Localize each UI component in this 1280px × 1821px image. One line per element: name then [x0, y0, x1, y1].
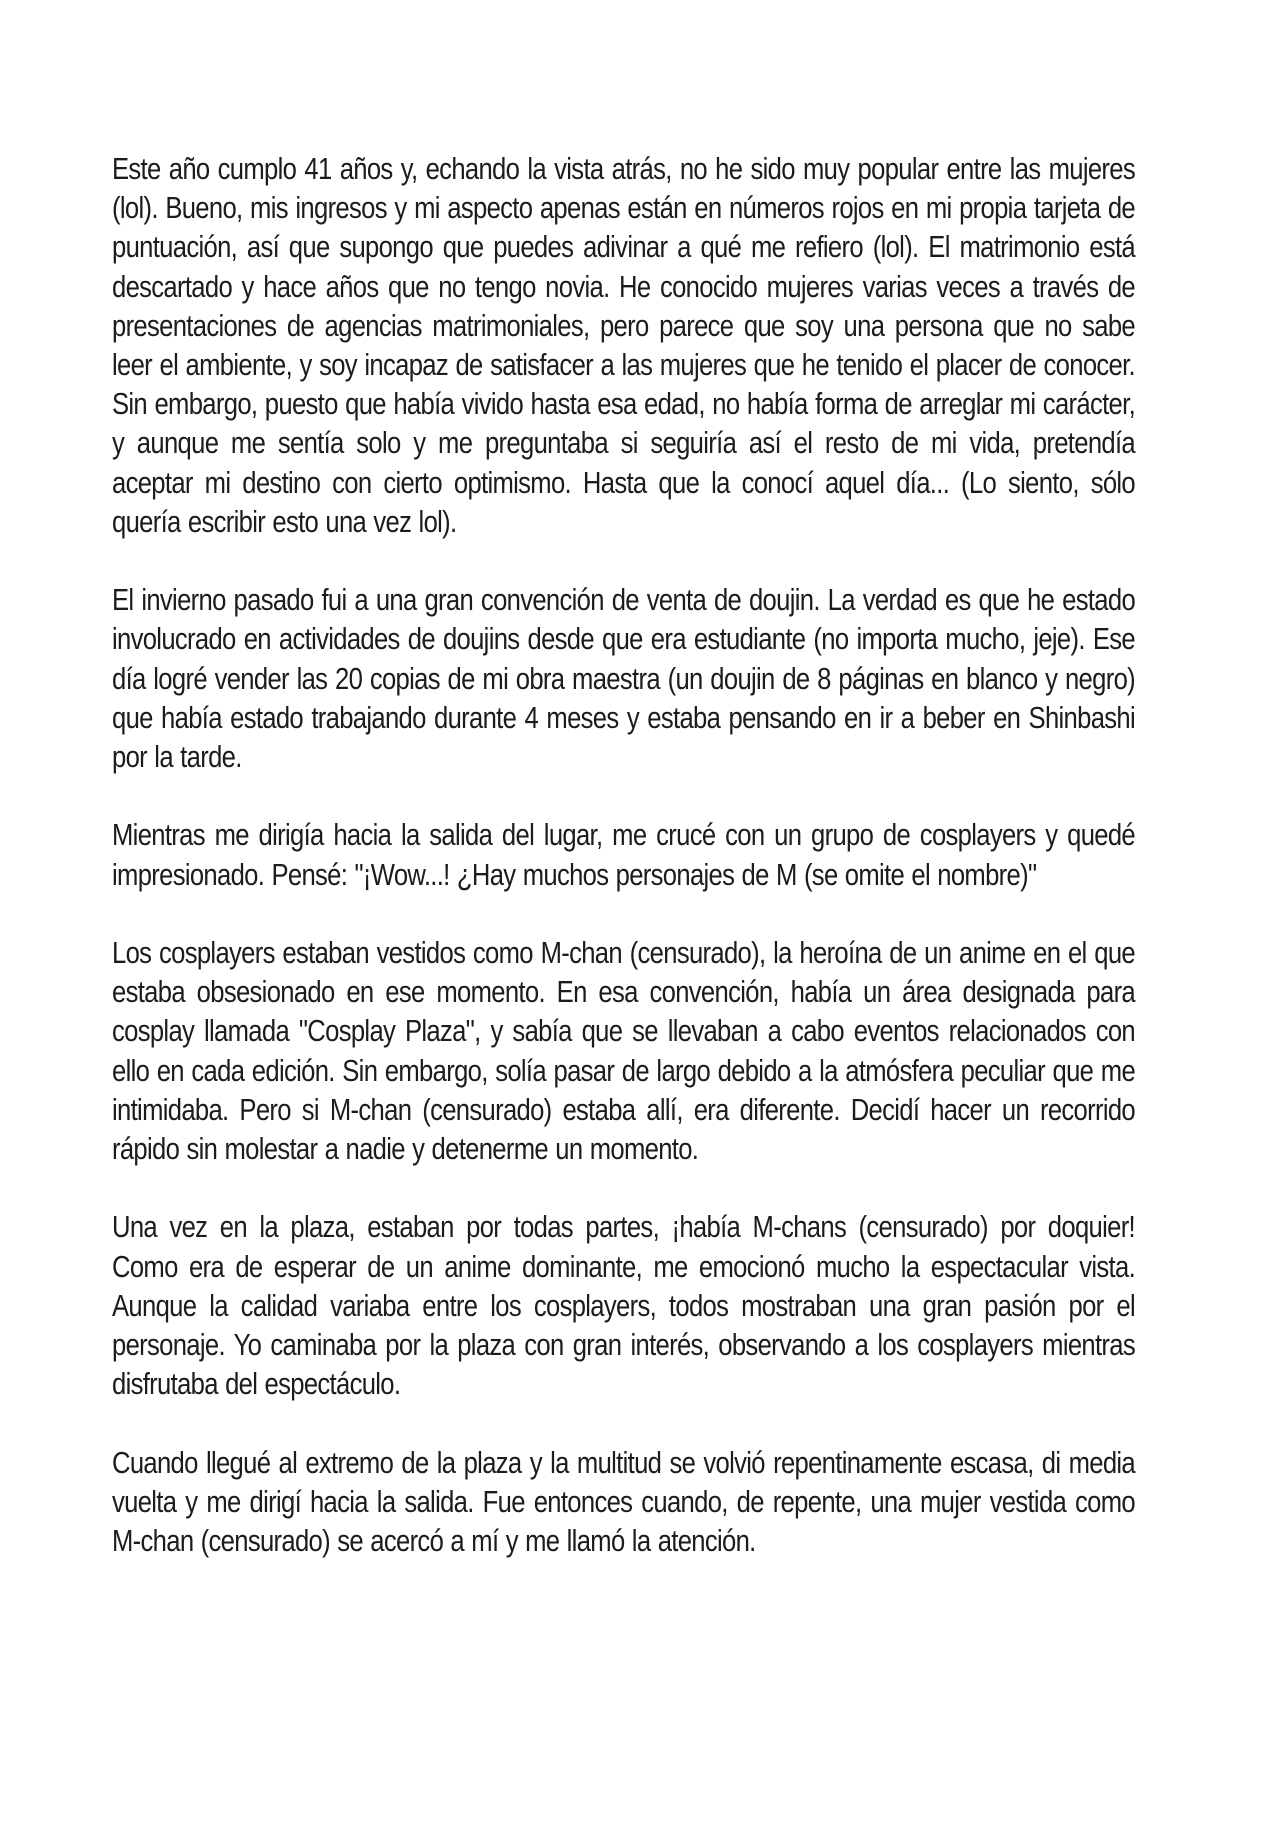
paragraph-2: El invierno pasado fui a una gran convención de venta de doujin. La verdad es que he estado involucrado en actividades de doujins desde que era estudiante (no importa mucho, jeje). Ese día logré vender las 20 copias de mi obra maestra (un doujin de 8 páginas en blanco y negro) que había estado trabajando durante 4 meses y estaba pensando en ir a beber en Shinbashi por la tarde. [112, 583, 1136, 775]
paragraph-5: Una vez en la plaza, estaban por todas partes, ¡había M-chans (censurado) por doquier! Como era de esperar de un anime dominante, me emocionó mucho la espectacular vista. Aunque la calidad variaba entre los cosplayers, todos mostraban una gran pasión por el personaje. Yo caminaba por la plaza con gran interés, observando a los cosplayers mientras disfrutaba del espectáculo. [112, 1210, 1136, 1402]
paragraph-6: Cuando llegué al extremo de la plaza y la multitud se volvió repentinamente escasa, di media vuelta y me dirigí hacia la salida. Fue entonces cuando, de repente, una mujer vestida como M-chan (censurado) se acercó a mí y me llamó la atención. [112, 1445, 1136, 1559]
paragraph-3: Mientras me dirigía hacia la salida del lugar, me crucé con un grupo de cosplayers y quedé impresionado. Pensé: "¡Wow...! ¿Hay muchos personajes de M (se omite el nombre)" [112, 818, 1136, 892]
paragraph-1: Este año cumplo 41 años y, echando la vista atrás, no he sido muy popular entre las mujeres (lol). Bueno, mis ingresos y mi aspecto apenas están en números rojos en mi propia tarjeta de puntuación, así que supongo que puedes adivinar a qué me refiero (lol). El matrimonio está descartado y hace años que no tengo novia. He conocido mujeres varias veces a través de presentaciones de agencias matrimoniales, pero parece que soy una persona que no sabe leer el ambiente, y soy incapaz de satisfacer a las mujeres que he tenido el placer de conocer. Sin embargo, puesto que había vivido hasta esa edad, no había forma de arreglar mi carácter, y aunque me sentía solo y me preguntaba si seguiría así el resto de mi vida, pretendía aceptar mi destino con cierto optimismo. Hasta que la conocí aquel día... (Lo siento, sólo quería escribir esto una vez lol). [112, 152, 1136, 539]
body-text [112, 150, 1135, 1600]
paragraph-4: Los cosplayers estaban vestidos como M-chan (censurado), la heroína de un anime en el que estaba obsesionado en ese momento. En esa convención, había un área designada para cosplay llamada "Cosplay Plaza", y sabía que se llevaban a cabo eventos relacionados con ello en cada edición. Sin embargo, solía pasar de largo debido a la atmósfera peculiar que me intimidaba. Pero si M-chan (censurado) estaba allí, era diferente. Decidí hacer un recorrido rápido sin molestar a nadie y detenerme un momento. [112, 936, 1136, 1167]
